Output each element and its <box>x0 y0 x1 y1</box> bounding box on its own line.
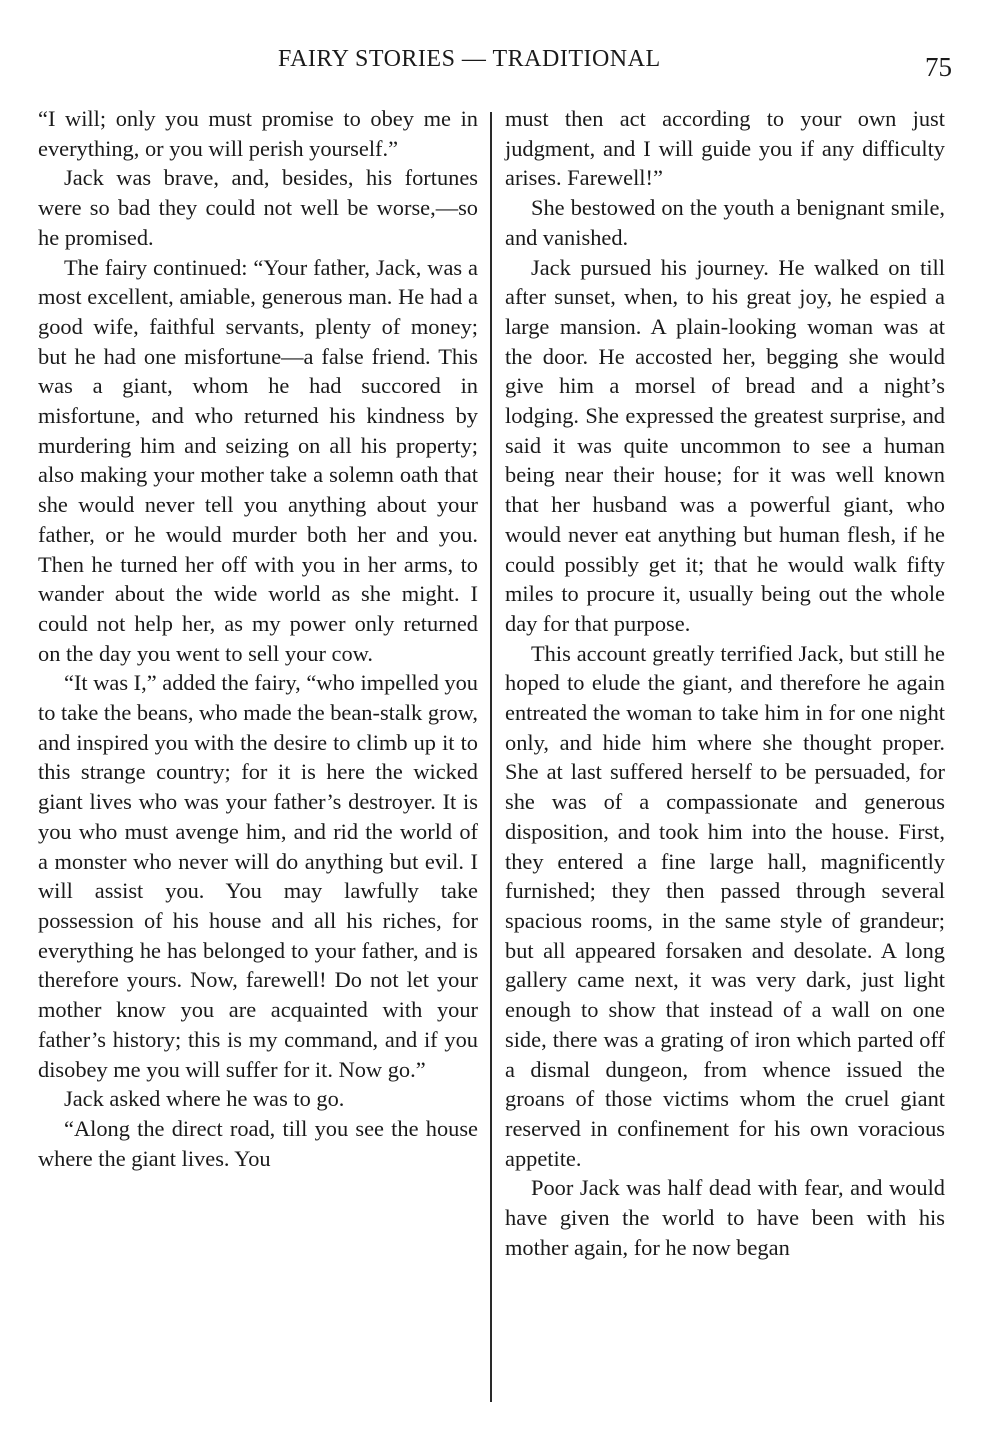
paragraph: She bestowed on the youth a benignant smile, and vanished. <box>505 195 945 250</box>
paragraph: “I will; only you must promise to obey me in everything, or you will perish yourself.” <box>38 106 478 161</box>
paragraph: Poor Jack was half dead with fear, and would have given the world to have been with his mother again, for he now began <box>505 1175 945 1260</box>
paragraph: Jack asked where he was to go. <box>64 1086 345 1112</box>
paragraph: Jack pursued his journey. He walked on till after sunset, when, to his great joy, he espied a large mansion. A plain-looking woman was at the door. He accosted her, begging she would give him a morsel of bread and a night’s lodging. She expressed the greatest surprise, and said it was quite uncommon to see a human being near their house; for it was well known that her husband was a powerful giant, who would never eat anything but human flesh, if he could possibly get it; that he would walk fifty miles to procure it, usually being out the whole day for that purpose. <box>505 254 945 636</box>
paragraph: This account greatly terrified Jack, but still he hoped to elude the giant, and therefore he again entreated the woman to take him in for one night only, and hide him where she thought proper. She at last suffered herself to be persuaded, for she was of a compassionate and generous disposition, and took him into the house. First, they entered a fine large hall, magnificently furnished; they then passed through several spacious rooms, in the same style of grandeur; but all appeared forsaken and desolate. A long gallery came next, it was very dark, just light enough to show that instead of a wall on one side, there was a grating of iron which parted off a dismal dungeon, from whence issued the groans of those victims whom the cruel giant reserved in confinement for his own voracious appetite. <box>505 640 945 1171</box>
paragraph: must then act according to your own just judgment, and I will guide you if any difficulty arises. Farewell!” <box>505 106 945 191</box>
column-divider <box>490 112 492 1402</box>
running-title: FAIRY STORIES — TRADITIONAL <box>278 46 661 72</box>
running-head <box>0 46 1000 86</box>
paragraph: Jack was brave, and, besides, his fortunes were so bad they could not well be worse,—so he promised. <box>38 165 478 250</box>
left-column <box>38 104 478 1173</box>
paragraph: “Along the direct road, till you see the house where the giant lives. You <box>38 1115 478 1171</box>
paragraph: “It was I,” added the fairy, “who impelled you to take the beans, who made the bean-stalk grow, and inspired you with the desire to climb up it to this strange country; for it is here the wicked giant lives who was your father’s destroyer. It is you who must avenge him, and rid the world of a monster who never will do anything but evil. I will assist you. You may lawfully take possession of his house and all his riches, for everything he has belonged to your father, and is therefore yours. Now, farewell! Do not let your mother know you are acquainted with your father’s history; this is my command, and if you disobey me you will suffer for it. Now go.” <box>38 670 478 1082</box>
page-number: 75 <box>925 52 952 82</box>
paragraph: The fairy continued: “Your father, Jack, was a most excellent, amiable, generous man. He had a good wife, faithful servants, plenty of money; but he had one misfortune—a false friend. This was a giant, whom he had succored in misfortune, and who returned his kindness by murdering him and seizing on all his property; also making your mother take a solemn oath that she would never tell you anything about your father, or he would murder both her and you. Then he turned her off with you in her arms, to wander about the wide world as she might. I could not help her, as my power only returned on the day you went to sell your cow. <box>38 254 478 666</box>
right-column <box>505 104 945 1262</box>
